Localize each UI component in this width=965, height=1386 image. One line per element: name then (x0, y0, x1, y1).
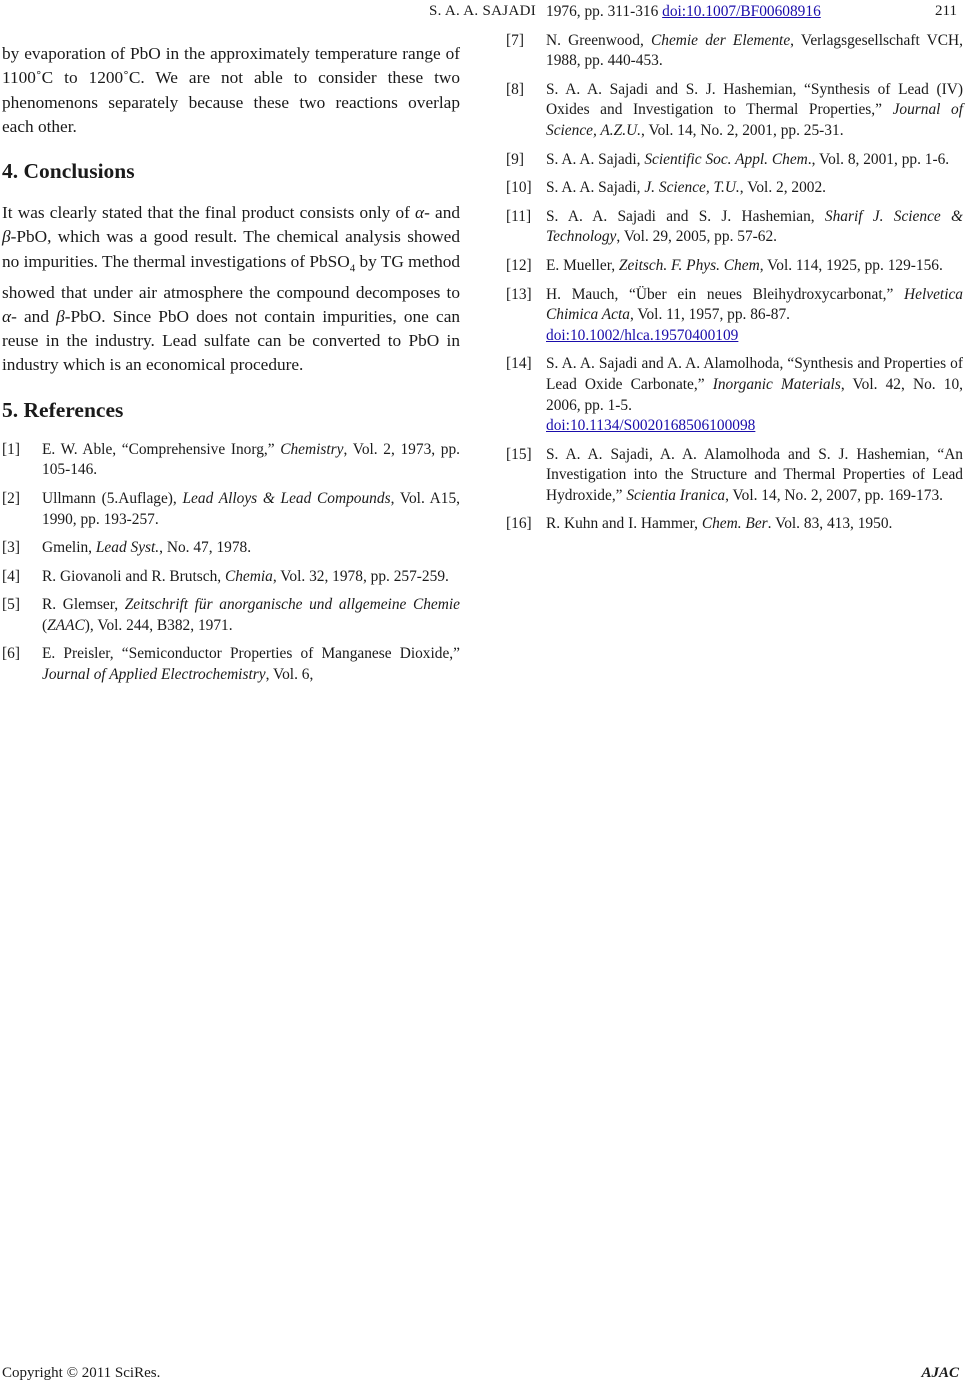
conclusions-paragraph: It was clearly stated that the final product consists only of α- and β-PbO, which was a good result. The chemical analysis showed no impurities. The thermal investigations of PbSO$_4$ by TG method showed that under air atmosphere the compound decomposes to α- and β-PbO. Since PbO does not contain impurities, one can reuse in the industry. Lead sulfate can be converted to PbO in industry which is an economical procedure. (2, 203, 460, 375)
doi-link[interactable]: doi:10.1002/hlca.19570400109 (546, 326, 739, 344)
reference-item: [11] S. A. A. Sajadi and S. J. Hashemian, Sharif J. Science & Technology, Vol. 29, 2005, pp. 57-62. (506, 207, 963, 246)
journal-abbreviation: AJAC (921, 1365, 959, 1381)
reference-list-right (506, 31, 963, 535)
intro-paragraph: by evaporation of PbO in the approximately temperature range of 1100˚C to 1200˚C. We are not able to consider these two phenomenons separately because these two reactions overlap each other. (2, 44, 460, 136)
reference-list-left (2, 440, 460, 686)
reference-item: [13] H. Mauch, “Über ein neues Bleihydroxycarbonat,” Helvetica Chimica Acta, Vol. 11, 1957, pp. 86-87. doi:10.1002/hlca.19570400109 (506, 285, 963, 344)
reference-item: [7] N. Greenwood, Chemie der Elemente, Verlagsgesellschaft VCH, 1988, pp. 440-453. (506, 31, 963, 70)
reference-item: [12] E. Mueller, Zeitsch. F. Phys. Chem, Vol. 114, 1925, pp. 129-156. (506, 256, 943, 274)
reference-item: [3] Gmelin, Lead Syst., No. 47, 1978. (2, 539, 252, 557)
reference-item: [16] R. Kuhn and I. Hammer, Chem. Ber. Vol. 83, 413, 1950. (506, 515, 893, 533)
reference-item: [10] S. A. A. Sajadi, J. Science, T.U., Vol. 2, 2002. (506, 179, 827, 197)
page-number: 211 (935, 3, 957, 19)
reference-item: [9] S. A. A. Sajadi, Scientific Soc. Appl. Chem., Vol. 8, 2001, pp. 1-6. (506, 150, 950, 168)
reference-item: [2] Ullmann (5.Auflage), Lead Alloys & Lead Compounds, Vol. A15, 1990, pp. 193-257. (2, 489, 461, 528)
left-column (2, 42, 460, 694)
reference-item: [6] E. Preisler, “Semiconductor Properties of Manganese Dioxide,” Journal of Applied Electrochemistry, Vol. 6, (2, 645, 460, 684)
reference-item: [14] S. A. A. Sajadi and A. A. Alamolhoda, “Synthesis and Properties of Lead Oxide Carbonate,” Inorganic Materials, Vol. 42, No. 10, 2006, pp. 1-5. doi:10.1134/S0020168506100098 (506, 355, 963, 435)
reference-item: [1] E. W. Able, “Comprehensive Inorg,” Chemistry, Vol. 2, 1973, pp. 105-146. (2, 440, 460, 479)
doi-link[interactable]: doi:10.1134/S0020168506100098 (546, 417, 756, 435)
reference-item: [8] S. A. A. Sajadi and S. J. Hashemian, “Synthesis of Lead (IV) Oxides and Investigation to Thermal Properties,” Journal of Science, A.Z.U., Vol. 14, No. 2, 2001, pp. 25-31. (506, 80, 963, 139)
references-heading: 5. References (2, 397, 124, 422)
reference-item: [15] S. A. A. Sajadi, A. A. Alamolhoda and S. J. Hashemian, “An Investigation into the Structure and Thermal Properties of Lead Hydroxide,” Scientia Iranica, Vol. 14, No. 2, 2007, pp. 169-173. (506, 445, 963, 504)
conclusions-heading: 4. Conclusions (2, 159, 135, 184)
copyright-notice: Copyright © 2011 SciRes. (2, 1365, 161, 1381)
reference-item: [5] R. Glemser, Zeitschrift für anorganische und allgemeine Chemie (ZAAC), Vol. 244, B382, 1971. (2, 596, 460, 634)
reference-6-continuation: 1976, pp. 311-316 doi:10.1007/BF00608916 (546, 3, 821, 20)
doi-link[interactable]: doi:10.1007/BF00608916 (662, 3, 821, 20)
running-header: S. A. A. SAJADI (428, 3, 537, 19)
right-column (506, 3, 963, 543)
reference-item: [4] R. Giovanoli and R. Brutsch, Chemia, Vol. 32, 1978, pp. 257-259. (2, 567, 449, 585)
